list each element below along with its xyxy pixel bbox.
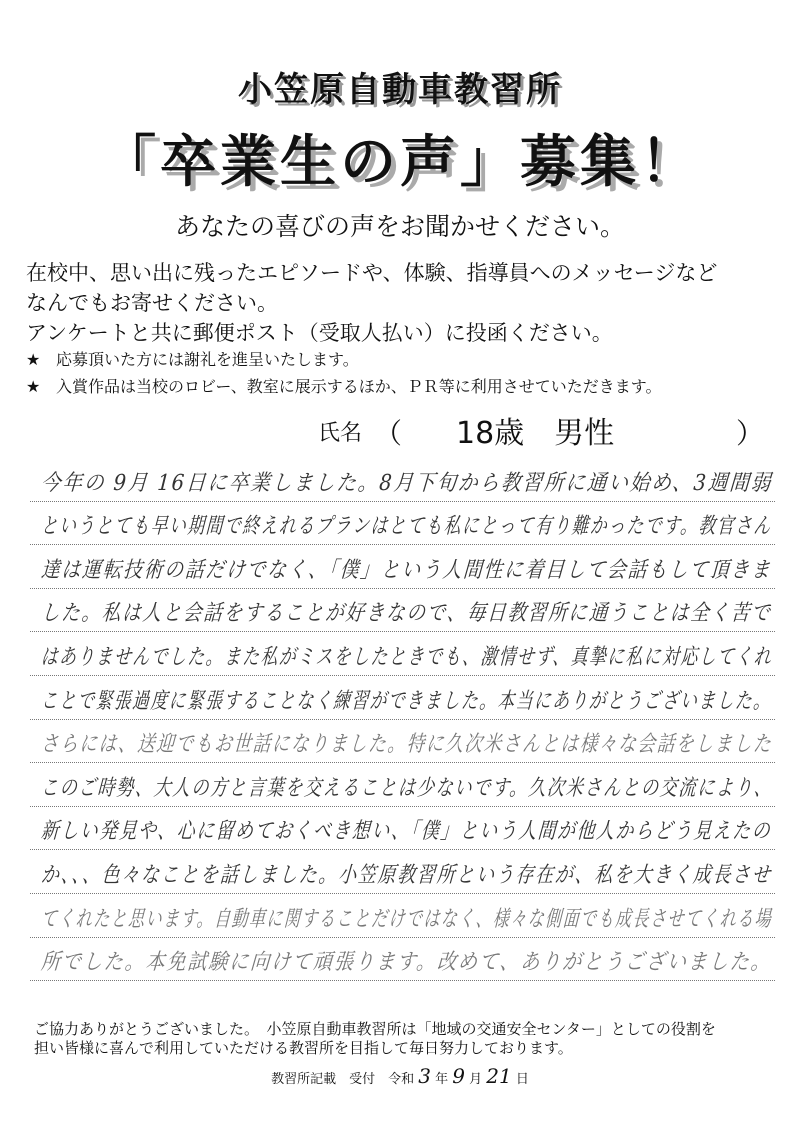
intro-line: 在校中、思い出に残ったエピソードや、体験、指導員へのメッセージなど [26,261,718,285]
handwritten-line [30,589,775,633]
handwritten-text: 新しい発見や、心に留めておくべき想い、「僕」という人間が他人からどう見えたの [40,819,773,845]
name-label: 氏名 [318,421,363,446]
handwritten-text: てくれたと思います。自動車に関することだけではなく、様々な側面でも成長させてくれる場 [40,906,774,932]
office-year-unit: 年 [435,1072,449,1087]
handwritten-line [30,807,775,851]
office-month: 9 [452,1064,465,1088]
handwritten-text: さらには、送迎でもお世話になりました。特に久次米さんとは様々な会話をしました [40,732,774,758]
office-use-date [0,1064,800,1088]
handwritten-line [30,850,775,894]
footer-text [34,1020,716,1058]
office-year: 3 [418,1064,431,1088]
handwritten-line [30,502,775,546]
handwritten-line [30,763,775,807]
note-text: 応募頂いた方には謝礼を進呈いたします。 [56,350,359,369]
handwritten-text: というとても早い期間で終えれるプランはとても私にとって有り難かったです。教官さん [40,514,773,540]
footer-line: 担い皆様に喜んで利用していただける教習所を目指して毎日努力しております。 [34,1039,573,1057]
intro-line: なんでもお寄せください。 [26,291,278,315]
handwritten-text: 達は運転技術の話だけでなく、「僕」という人間性に着目して会話もして頂きま [40,557,773,583]
handwritten-text: か、、、色々なことを話しました。小笠原教習所という存在が、私を大きく成長させ [40,862,773,888]
close-paren: ） [736,417,765,450]
school-name: 小笠原自動車教習所 [238,70,562,110]
handwritten-text: このご時勢、大人の方と言葉を交えることは少ないです。久次米さんとの交流により、 [40,775,774,801]
page-headline: 「卒業生の声」募集！ [100,130,700,195]
note-text: 入賞作品は当校のロビー、教室に展示するほか、ＰＲ等に利用させていただきます。 [56,377,662,396]
handwritten-text: 今年の 9月 16日に卒業しました。8月下旬から教習所に通い始め、3週間弱 [40,470,774,496]
note-item [26,373,661,400]
star-icon: ★ [26,350,41,369]
note-item [26,346,661,373]
office-use-label: 教習所記載 受付 令和 [271,1072,415,1087]
handwritten-line [30,720,775,764]
handwritten-text: ことで緊張過度に緊張することなく練習ができました。本当にありがとうございました。 [40,688,773,714]
handwritten-line [30,545,775,589]
intro-text [26,258,717,348]
handwritten-line [30,632,775,676]
office-day-unit: 日 [515,1072,529,1087]
handwritten-text: 所でした。本免試験に向けて頑張ります。改めて、ありがとうございました。 [40,950,773,976]
name-field [318,408,768,450]
star-icon: ★ [26,377,41,396]
handwritten-text: はありませんでした。また私がミスをしたときでも、激情せず、真摯に私に対応してくれ [40,644,773,670]
page-subhead: あなたの喜びの声をお聞かせください。 [174,212,625,241]
handwritten-line [30,458,775,502]
handwritten-line [30,894,775,938]
handwritten-text: した。私は人と会話をすることが好きなので、毎日教習所に通うことは全く苦で [40,601,773,627]
notes-list [26,346,661,400]
footer-line: ご協力ありがとうございました。 小笠原自動車教習所は「地域の交通安全センター」としての役割を [34,1020,716,1038]
office-day: 21 [486,1064,512,1088]
handwritten-line [30,676,775,720]
intro-line: アンケートと共に郵便ポスト（受取人払い）に投函ください。 [26,321,613,345]
handwritten-message [30,458,775,981]
name-value[interactable]: 18歳 男性 [456,416,615,451]
open-paren: （ [374,417,403,450]
handwritten-line [30,938,775,982]
office-month-unit: 月 [469,1072,483,1087]
